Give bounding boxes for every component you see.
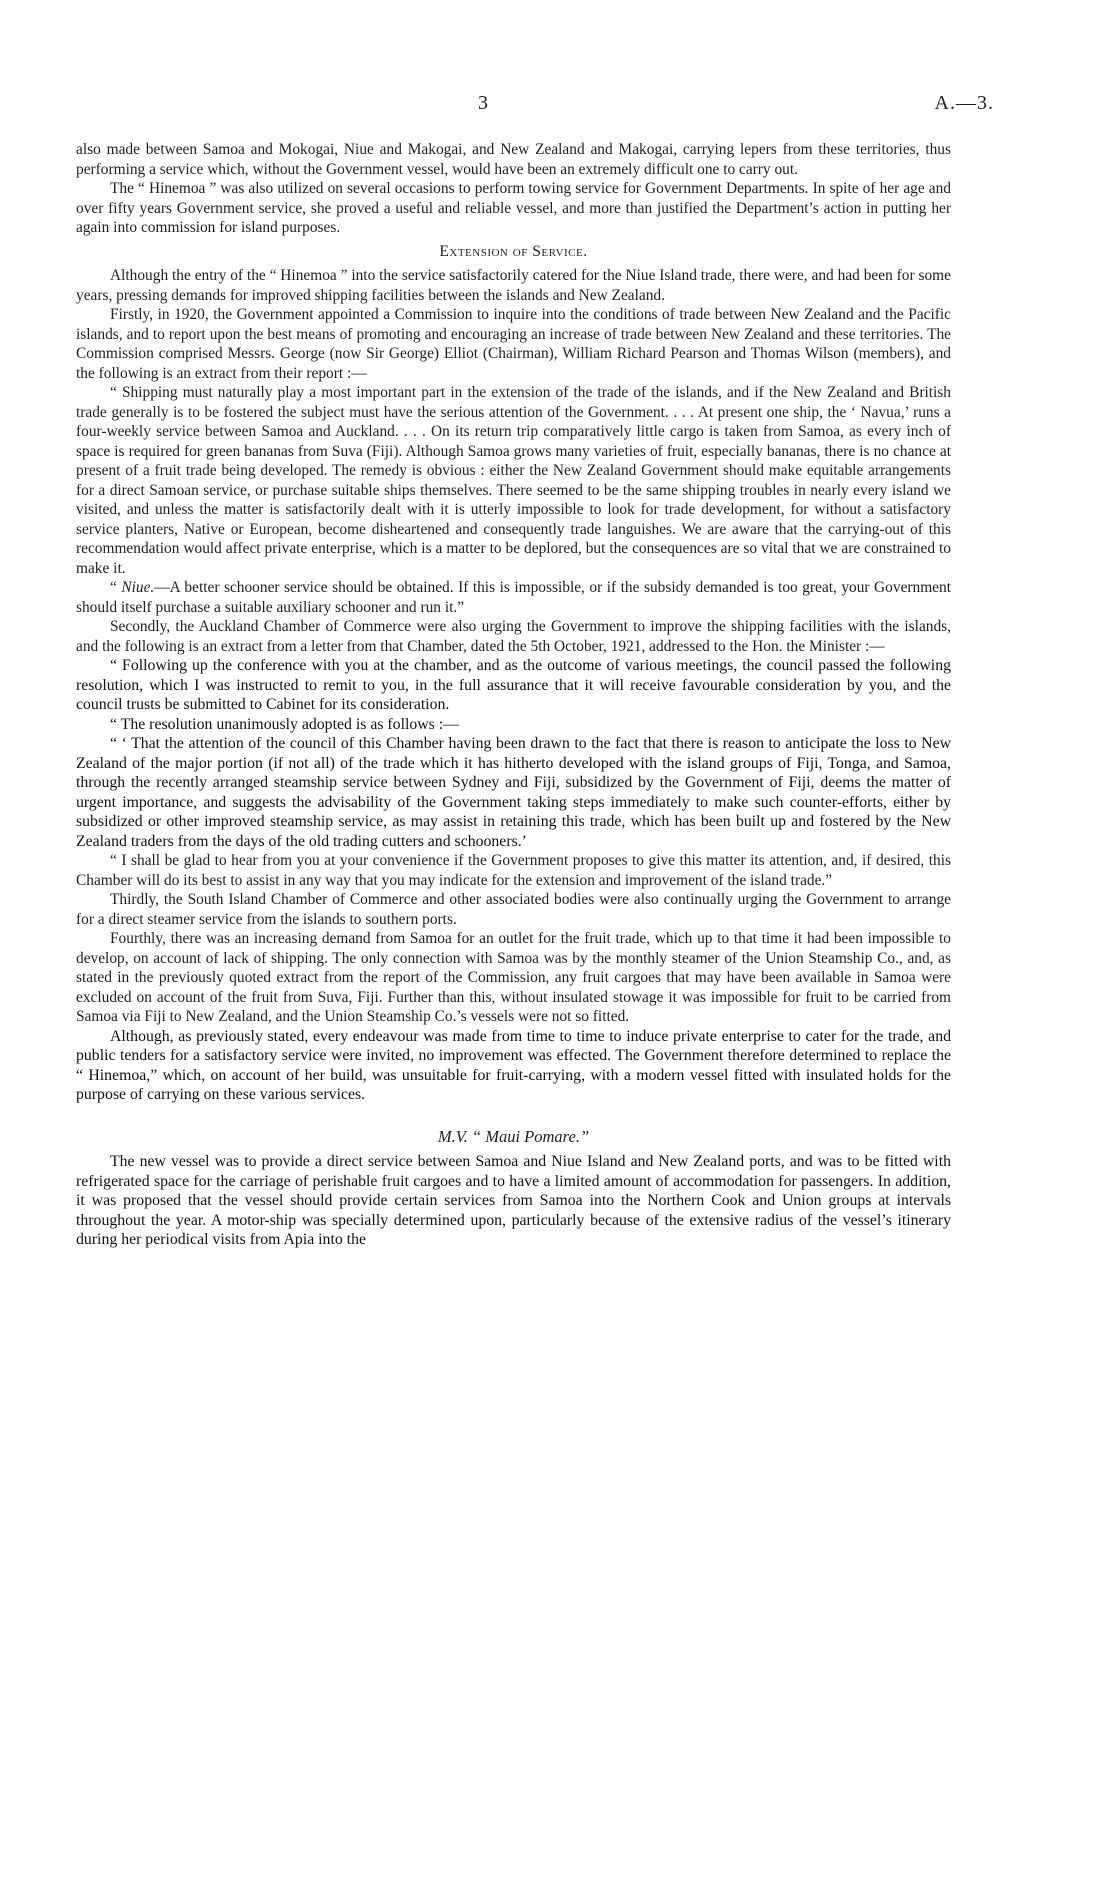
paragraph: Although, as previously stated, every endeavour was made from time to time to induce private enterprise to cater for the trade, and public tenders for a satisfactory service were invited, no improvement was effected. The Government therefore determined to replace the “ Hinemoa,” which, on account of her build, was unsuitable for fruit-carrying, with a modern vessel fitted with insulated holds for the purpose of carrying on these various services. <box>76 1027 951 1103</box>
paragraph: The “ Hinemoa ” was also utilized on several occasions to perform towing service for Government Departments. In spite of her age and over fifty years Government service, she proved a useful and reliable vessel, and more than justified the Department’s action in putting her again into commission for island purposes. <box>76 180 951 236</box>
page-number: 3 <box>478 92 488 114</box>
document-reference: A.—3. <box>934 92 994 114</box>
paragraph: also made between Samoa and Mokogai, Niue and Makogai, and New Zealand and Makogai, carrying lepers from these territories, thus performing a service which, without the Government vessel, would have been an extremely difficult one to carry out. <box>76 141 951 178</box>
paragraph: Secondly, the Auckland Chamber of Commerce were also urging the Government to improve the shipping facilities with the islands, and the following is an extract from a letter from that Chamber, dated the 5th October, 1921, addressed to the Hon. the Minister :— <box>76 618 951 655</box>
quoted-paragraph: “ I shall be glad to hear from you at your convenience if the Government proposes to give this matter its attention, and, if desired, this Chamber will do its best to assist in any way that you may indicate for the extension and improvement of the island trade.” <box>76 852 951 889</box>
italic-term: Niue. <box>121 579 155 596</box>
paragraph: The new vessel was to provide a direct service between Samoa and Niue Island and New Zealand ports, and was to be fitted with refrigerated space for the carriage of perishable fruit cargoes and to have a limited amount of accommodation for passengers. In addition, it was proposed that the vessel should provide certain services from Samoa into the Northern Cook and Union groups at intervals throughout the year. A motor-ship was specially determined upon, particularly because of the extensive radius of the vessel’s itinerary during her periodical visits from Apia into the <box>76 1153 951 1248</box>
quoted-paragraph: “ Following up the conference with you at the chamber, and as the outcome of various meetings, the council passed the following resolution, which I was instructed to remit to you, in the full assurance that it will receive favourable consideration by you, and the council trusts be submitted to Cabinet for its consideration. <box>76 657 951 713</box>
paragraph: Although the entry of the “ Hinemoa ” into the service satisfactorily catered for the Niue Island trade, there were, and had been for some years, pressing demands for improved shipping facilities between the islands and New Zealand. <box>76 267 951 304</box>
quoted-paragraph: “ The resolution unanimously adopted is as follows :— <box>110 715 459 733</box>
quote-rest: —A better schooner service should be obtained. If this is impossible, or if the subsidy demanded is too great, your Government should itself purchase a suitable auxiliary schooner and run it.” <box>76 579 951 616</box>
paragraph: Firstly, in 1920, the Government appointed a Commission to inquire into the conditions of trade between New Zealand and the Pacific islands, and to report upon the best means of promoting and encouraging an increase of trade between New Zealand and these territories. The Commission comprised Messrs. George (now Sir George) Elliot (Chairman), William Richard Pearson and Thomas Wilson (members), and the following is an extract from their report :— <box>76 306 951 382</box>
paragraph: Fourthly, there was an increasing demand from Samoa for an outlet for the fruit trade, which up to that time it had been impossible to develop, on account of lack of shipping. The only connection with Samoa was by the monthly steamer of the Union Steamship Co., and, as stated in the previously quoted extract from the report of the Commission, any fruit cargoes that may have been available in Samoa were excluded on account of the fruit from Suva, Fiji. Further than this, without insulated stowage it was impossible for fruit to be carried from Samoa via Fiji to New Zealand, and the Union Steamship Co.’s vessels were not so fitted. <box>76 930 951 1025</box>
body-text <box>76 140 951 1250</box>
quoted-paragraph <box>76 578 951 617</box>
quoted-paragraph: “ ‘ That the attention of the council of this Chamber having been drawn to the fact that there is reason to anticipate the loss to New Zealand of the major portion (if not all) of the trade which it has hitherto developed with the island groups of Fiji, Tonga, and Samoa, through the recently arranged steamship service between Sydney and Fiji, subsidized by the Government of Fiji, deems the matter of urgent importance, and suggests the advisability of the Government taking steps immediately to make such counter-efforts, either by subsidized or other improved steamship service, as may assist in retaining this trade, which has been built up and fostered by the New Zealand traders from the days of the old trading cutters and schooners.’ <box>76 735 951 850</box>
paragraph: Thirdly, the South Island Chamber of Commerce and other associated bodies were also continually urging the Government to arrange for a direct steamer service from the islands to southern ports. <box>76 891 951 928</box>
page-header <box>0 92 1114 122</box>
section-heading: M.V. “ Maui Pomare.” <box>437 1126 590 1146</box>
quote-open: “ <box>110 579 122 596</box>
quoted-paragraph: “ Shipping must naturally play a most important part in the extension of the trade of the islands, and if the New Zealand and British trade generally is to be fostered the subject must have the serious attention of the Government. . . . At present one ship, the ‘ Navua,’ runs a four-weekly service between Samoa and Auckland. . . . On its return trip comparatively little cargo is taken from Samoa, as every inch of space is required for green bananas from Suva (Fiji). Although Samoa grows many varieties of fruit, especially bananas, there is no chance at present of a fruit trade being developed. The remedy is obvious : either the New Zealand Government should make equitable arrangements for a direct Samoan service, or purchase suitable ships themselves. There seemed to be the same shipping troubles in nearly every island we visited, and unless the matter is satisfactorily dealt with it is utterly impossible to look for trade development, for without a satisfactory service planters, Native or European, become disheartened and consequently trade languishes. We are aware that the carrying-out of this recommendation would affect private enterprise, which is a matter to be deplored, but the consequences are so vital that we are constrained to make it. <box>76 384 951 577</box>
section-heading: Extension of Service. <box>439 242 588 260</box>
